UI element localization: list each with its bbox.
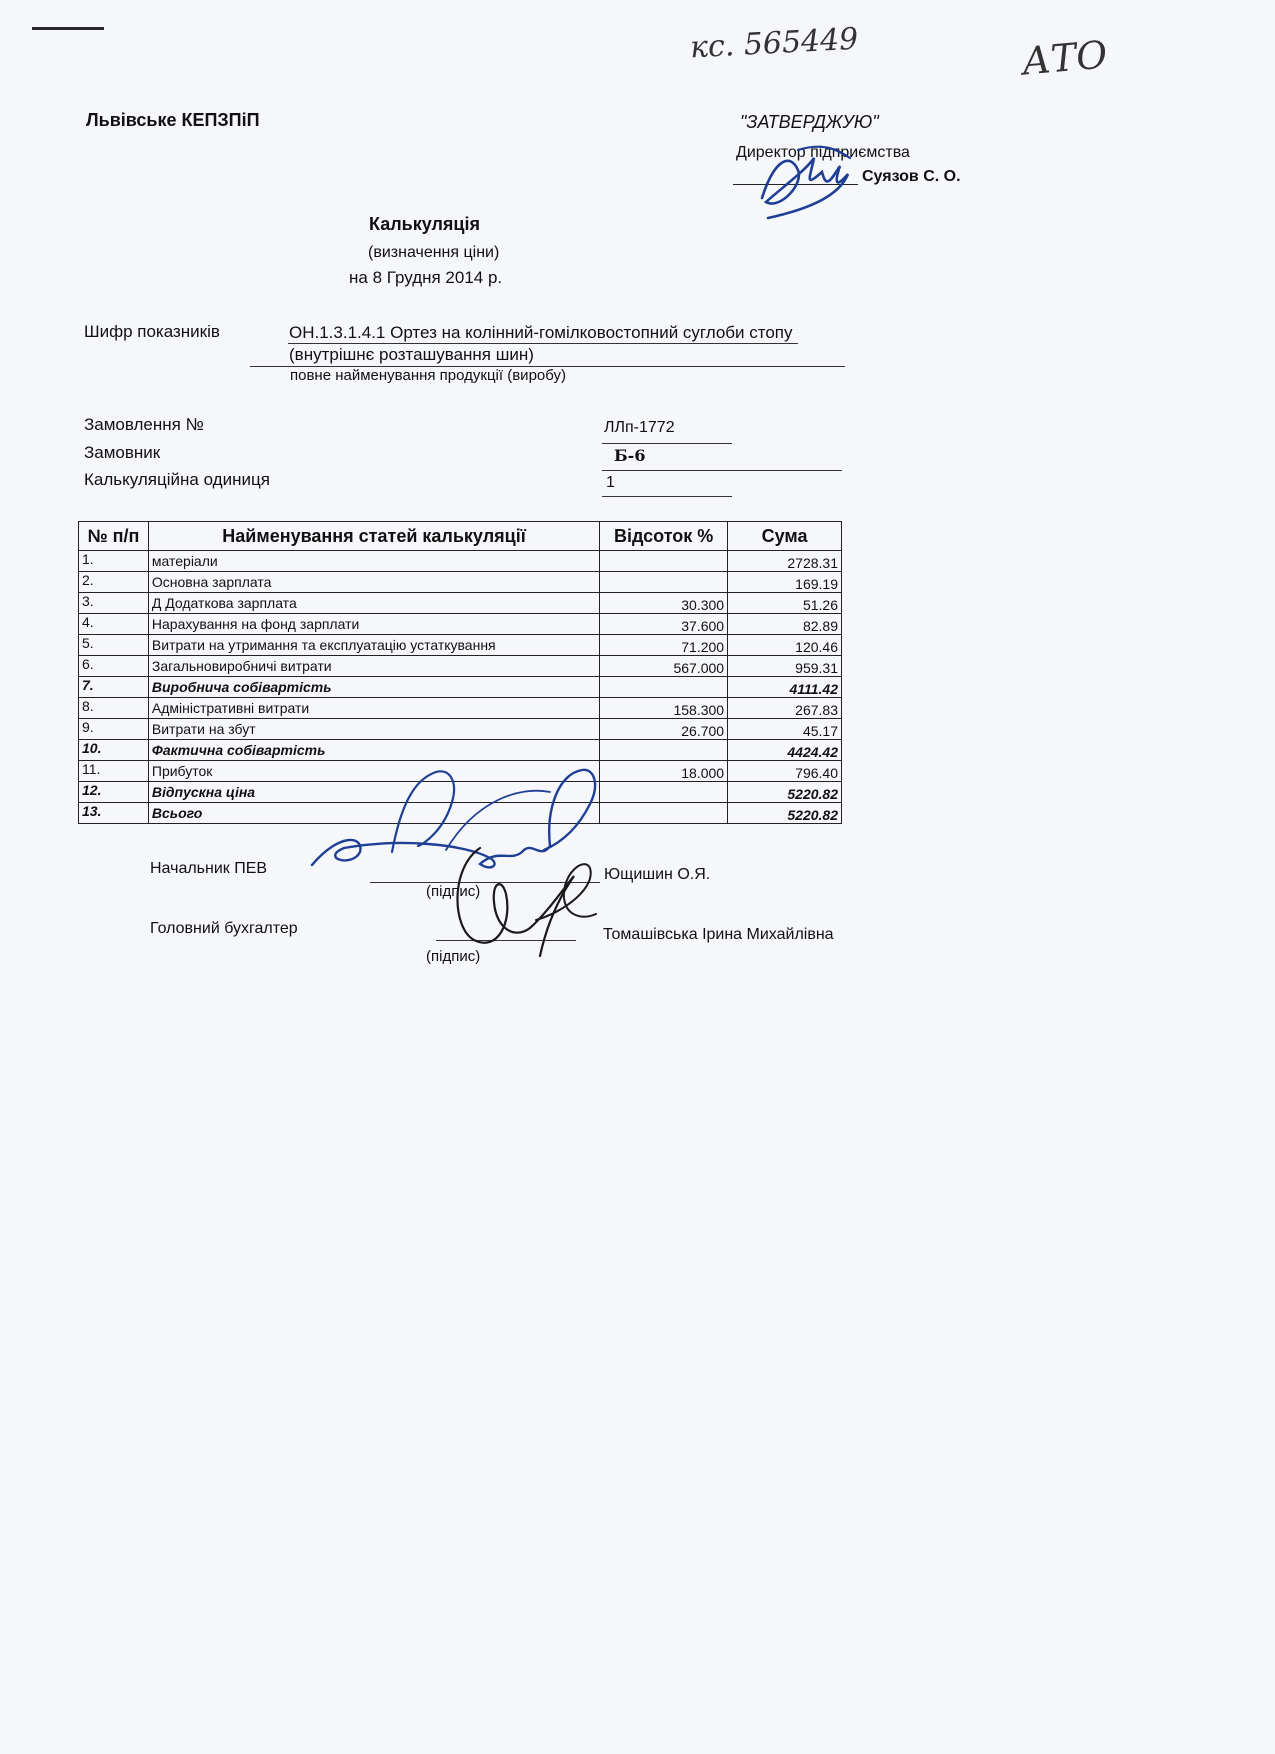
table-row (79, 719, 842, 740)
table-row (79, 593, 842, 614)
row-number: 10. (79, 740, 149, 761)
header-item-name: Найменування статей калькуляції (148, 522, 599, 551)
document-title: Калькуляція (369, 214, 481, 234)
table-row (79, 656, 842, 677)
head-pev-name: Ющишин О.Я. (604, 866, 711, 883)
row-percent: 71.200 (600, 635, 728, 656)
row-sum: 5220.82 (728, 803, 842, 824)
row-percent: 37.600 (600, 614, 728, 635)
row-item-name: Витрати на збут (148, 719, 599, 740)
row-number: 11. (79, 761, 149, 782)
row-number: 3. (79, 593, 149, 614)
table-row (79, 635, 842, 656)
chief-accountant-name: Томашівська Ірина Михайлівна (603, 926, 834, 943)
row-item-name: Виробнича собівартість (148, 677, 599, 698)
row-number: 12. (79, 782, 149, 803)
row-sum: 120.46 (728, 635, 842, 656)
unit-value: 1 (606, 474, 615, 491)
document-subtitle: (визначення ціни) (368, 244, 500, 261)
row-sum: 45.17 (728, 719, 842, 740)
cipher-underline (288, 343, 798, 344)
row-percent: 30.300 (600, 593, 728, 614)
row-number: 5. (79, 635, 149, 656)
header-number: № п/п (79, 522, 149, 551)
cipher-caption: повне найменування продукції (виробу) (290, 367, 567, 384)
unit-underline (602, 496, 732, 497)
row-number: 8. (79, 698, 149, 719)
row-sum: 796.40 (728, 761, 842, 782)
row-number: 7. (79, 677, 149, 698)
head-signature-caption: (підпис) (426, 883, 481, 900)
row-percent: 158.300 (600, 698, 728, 719)
row-number: 2. (79, 572, 149, 593)
row-item-name: матеріали (148, 551, 599, 572)
organization-name: Львівське КЕПЗПіП (86, 110, 260, 130)
row-item-name: Нарахування на фонд зарплати (148, 614, 599, 635)
director-name: Суязов С. О. (862, 168, 961, 185)
cipher-label: Шифр показників (84, 322, 220, 341)
row-item-name: Загальновиробничі витрати (148, 656, 599, 677)
row-percent (600, 551, 728, 572)
row-number: 13. (79, 803, 149, 824)
scan-edge-mark (32, 27, 104, 30)
table-header-row (79, 522, 842, 551)
handwritten-ato-mark: АТО (1020, 32, 1110, 84)
table-row (79, 698, 842, 719)
order-underline (602, 443, 732, 444)
row-sum: 4111.42 (728, 677, 842, 698)
row-percent (600, 677, 728, 698)
director-signature (744, 140, 869, 220)
order-label: Замовлення № (84, 415, 204, 434)
director-title: Директор підприємства (736, 144, 910, 161)
header-sum: Сума (728, 522, 842, 551)
row-item-name: Відпускна ціна (148, 782, 599, 803)
row-item-name: Прибуток (148, 761, 599, 782)
row-percent: 18.000 (600, 761, 728, 782)
customer-label: Замовник (84, 443, 161, 462)
table-row (79, 614, 842, 635)
customer-value: Б-6 (614, 446, 646, 465)
chief-accountant-role: Головний бухгалтер (150, 920, 298, 937)
row-sum: 169.19 (728, 572, 842, 593)
row-percent: 567.000 (600, 656, 728, 677)
document-date: на 8 Грудня 2014 р. (349, 268, 503, 287)
row-number: 6. (79, 656, 149, 677)
row-sum: 4424.42 (728, 740, 842, 761)
row-item-name: Витрати на утримання та експлуатацію устаткування (148, 635, 599, 656)
row-item-name: Д Додаткова зарплата (148, 593, 599, 614)
header-percent: Відсоток % (600, 522, 728, 551)
row-number: 4. (79, 614, 149, 635)
table-row (79, 677, 842, 698)
head-pev-role: Начальник ПЕВ (150, 860, 268, 877)
approval-heading: "ЗАТВЕРДЖУЮ" (740, 112, 879, 132)
row-sum: 959.31 (728, 656, 842, 677)
row-item-name: Адміністративні витрати (148, 698, 599, 719)
row-item-name: Всього (148, 803, 599, 824)
row-sum: 267.83 (728, 698, 842, 719)
row-percent (600, 572, 728, 593)
row-sum: 5220.82 (728, 782, 842, 803)
row-number: 1. (79, 551, 149, 572)
row-sum: 82.89 (728, 614, 842, 635)
order-value: ЛЛп-1772 (604, 419, 675, 436)
accountant-signature-caption: (підпис) (426, 948, 481, 965)
row-item-name: Основна зарплата (148, 572, 599, 593)
row-sum: 2728.31 (728, 551, 842, 572)
row-percent: 26.700 (600, 719, 728, 740)
row-number: 9. (79, 719, 149, 740)
row-sum: 51.26 (728, 593, 842, 614)
row-item-name: Фактична собівартість (148, 740, 599, 761)
unit-label: Калькуляційна одиниця (84, 470, 270, 489)
table-row (79, 551, 842, 572)
table-row (79, 572, 842, 593)
customer-underline (602, 470, 842, 471)
cipher-value: ОН.1.3.1.4.1 Ортез на колінний-гомілковостопний суглоби стопу (внутрішнє розташування шин) (289, 323, 793, 364)
chief-accountant-signature (446, 828, 616, 968)
handwritten-case-number: кс. 565449 (689, 21, 860, 66)
